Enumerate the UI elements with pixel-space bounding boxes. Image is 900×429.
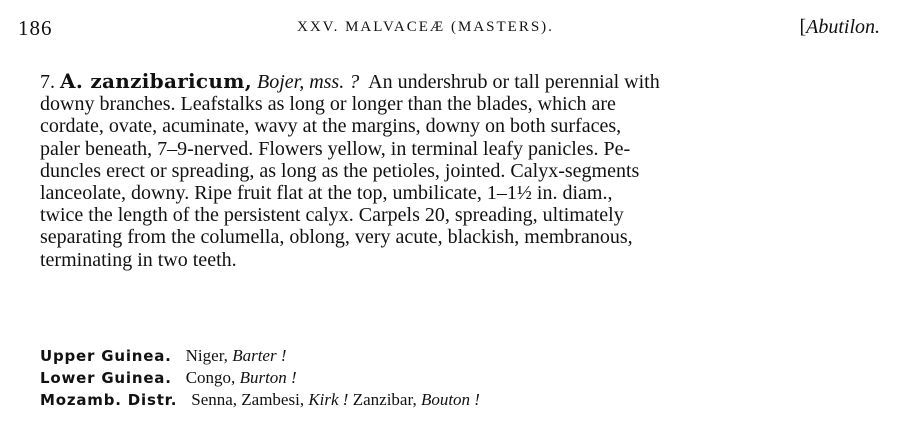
description-line: lanceolate, downy. Ripe fruit flat at the top, umbilicate, 1–1½ in. diam.,: [40, 182, 613, 205]
collector-name: Bouton !: [420, 390, 480, 409]
running-title: XXV. MALVACEÆ (MASTERS).: [297, 19, 554, 35]
distribution-row: [40, 389, 870, 411]
description-line: downy branches. Leafstalks as long or longer than the blades, which are: [40, 93, 616, 116]
locality-text: Niger,: [185, 346, 233, 365]
entry-first-line: [40, 70, 890, 93]
page-number: 186: [18, 16, 53, 40]
description-line: terminating in two teeth.: [40, 248, 237, 271]
collector-name: Barter !: [232, 346, 287, 365]
species-number: 7.: [40, 71, 55, 93]
region-name: Lower Guinea.: [40, 369, 172, 387]
locality-text: Congo,: [185, 368, 240, 387]
running-genus: [799, 16, 880, 39]
distribution-row: [40, 345, 870, 367]
locality-text: Zanzibar,: [348, 390, 421, 409]
collector-name: Kirk !: [308, 390, 349, 409]
distribution-row: [40, 367, 870, 389]
locality-text: Senna, Zambesi,: [191, 390, 309, 409]
genus-bracket: [: [799, 16, 807, 38]
region-name: Upper Guinea.: [40, 347, 172, 365]
description-line: paler beneath, 7–9-nerved. Flowers yellow, in terminal leafy panicles. Pe-: [40, 137, 631, 160]
running-header: [12, 16, 888, 44]
region-name: Mozamb. Distr.: [40, 391, 178, 409]
collector-name: Burton !: [239, 368, 297, 387]
species-authority: Bojer, mss. ?: [256, 71, 360, 93]
description-line: twice the length of the persistent calyx. Carpels 20, spreading, ultimately: [40, 204, 624, 227]
distribution-list: [40, 345, 870, 411]
description-line: separating from the columella, oblong, very acute, blackish, membranous,: [40, 226, 633, 249]
description-line: cordate, ovate, acuminate, wavy at the margins, downy on both surfaces,: [40, 115, 622, 138]
description-line: duncles erect or spreading, as long as the petioles, jointed. Calyx-segments: [40, 159, 640, 182]
species-entry: [40, 70, 890, 271]
genus-name: Abutilon.: [806, 16, 880, 38]
entry-first-line-text: An undershrub or tall perennial with: [368, 71, 660, 93]
species-name: A. zanzibaricum,: [60, 69, 252, 93]
